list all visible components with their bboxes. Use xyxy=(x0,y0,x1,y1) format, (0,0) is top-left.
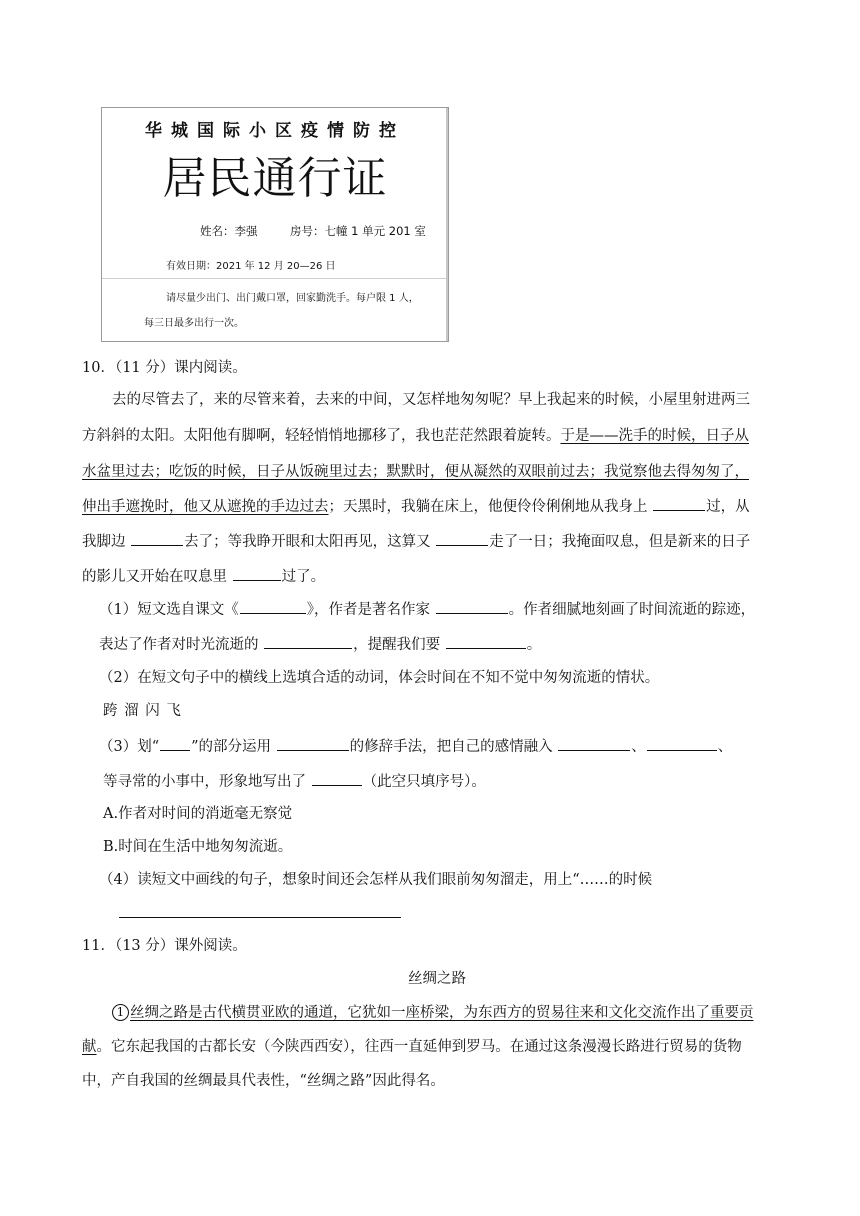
blank-thing-1[interactable] xyxy=(558,736,630,751)
q10-header: 10．（11 分）课内阅读。 xyxy=(82,360,247,376)
pass-valid-date: 有效日期：2021 年 12 月 20—26 日 xyxy=(166,261,336,272)
blank-option[interactable] xyxy=(312,771,362,786)
text: （1）短文选自课文《 xyxy=(99,602,239,618)
text: 等寻常的小事中，形象地写出了 xyxy=(103,774,306,790)
q10-sub2: （2）在短文句子中的横线上选填合适的动词，体会时间在不知不觉中匆匆流逝的情状。 xyxy=(99,670,660,686)
q10-sub3-line1 xyxy=(99,736,732,757)
text: 、 xyxy=(631,739,646,755)
blank-thing-2[interactable] xyxy=(647,736,717,751)
pass-room: 房号：七幢 1 单元 201 室 xyxy=(290,224,426,238)
q10-para-line3: 水盆里过去；吃饭的时候，日子从饭碗里过去；默默时，便从凝然的双眼前过去；我觉察他去得匆匆了， xyxy=(82,464,749,480)
q10-answer-line[interactable] xyxy=(119,917,401,918)
pass-notice: 请尽量少出门、出门戴口罩，回家勤洗手。每户限 1 人，每三日最多出行一次。 xyxy=(144,293,419,329)
text: 。作者细腻地刻画了时间流逝的踪迹， xyxy=(508,602,756,618)
underline-sample xyxy=(160,736,190,751)
text: 去了；等我睁开眼和太阳再见，这算又 xyxy=(184,534,431,550)
resident-pass-image xyxy=(101,107,449,342)
pass-title: 居民通行证 xyxy=(162,153,388,204)
text: ；天黑时，我躺在床上，他便伶伶俐俐地从我身上 xyxy=(328,499,648,515)
text: ，提醒我们要 xyxy=(353,637,441,653)
q10-sub1-line1 xyxy=(99,599,755,620)
q10-sub1-line2 xyxy=(99,634,541,655)
q10-sub4: （4）读短文中画线的句子，想象时间还会怎样从我们眼前匆匆溜走，用上“……的时候 xyxy=(99,872,653,888)
q10-sub3-line2 xyxy=(103,771,486,792)
blank-1[interactable] xyxy=(653,496,705,511)
text: 表达了作者对时光流逝的 xyxy=(99,637,259,653)
text: （此空只填序号）。 xyxy=(362,774,486,790)
text: 的影儿又开始在叹息里 xyxy=(82,569,227,585)
pass-divider xyxy=(102,278,448,279)
blank-lesson[interactable] xyxy=(240,599,306,614)
q10-para-line2 xyxy=(82,426,749,446)
underlined-text: 丝绸之路是古代横贯亚欧的通道，它犹如一座桥梁，为东西方的贸易往来和文化交流作出了重要贡 xyxy=(130,1005,754,1021)
text: 方斜斜的太阳。太阳他有脚啊，轻轻悄悄地挪移了，我也茫茫然跟着旋转。 xyxy=(82,428,561,444)
pass-edge xyxy=(446,108,448,341)
q11-para1-line1 xyxy=(112,1003,754,1023)
q10-option-b: B.时间在生活中地匆匆流逝。 xyxy=(103,839,293,855)
text: 。 xyxy=(526,637,542,653)
underlined-text: 于是——洗手的时候，日子从 xyxy=(560,428,749,444)
text: ”的部分运用 xyxy=(191,739,272,755)
q10-option-a: A.作者对时间的消逝毫无察觉 xyxy=(103,806,293,822)
text: 的修辞手法，把自己的感情融入 xyxy=(349,739,553,755)
blank-4[interactable] xyxy=(233,566,281,581)
underlined-text: 伸出手遮挽时，他又从遮挽的手边过去 xyxy=(82,499,329,515)
q10-word-options: 跨 溜 闪 飞 xyxy=(103,703,182,719)
paragraph-number: 1 xyxy=(112,1004,129,1021)
text: 、 xyxy=(717,739,733,755)
text: 我脚边 xyxy=(82,534,126,550)
text: （3）划“ xyxy=(99,739,160,755)
blank-3[interactable] xyxy=(436,531,488,546)
q11-para1-line3: 中，产自我国的丝绸最具代表性，“丝绸之路”因此得名。 xyxy=(82,1073,445,1089)
q11-title: 丝绸之路 xyxy=(408,971,466,987)
underlined-text: 献 xyxy=(82,1039,97,1055)
text: 过了。 xyxy=(281,569,326,585)
text: 走了一日；我掩面叹息，但是新来的日子 xyxy=(489,534,751,550)
q10-para-line6 xyxy=(82,566,325,587)
q10-para-line4 xyxy=(82,496,750,517)
blank-feeling[interactable] xyxy=(264,634,352,649)
text: 》，作者是著名作家 xyxy=(306,602,430,618)
text: 过，从 xyxy=(706,499,750,515)
text: 。它东起我国的古都长安（今陕西西安），往西一直延伸到罗马。在通过这条漫漫长路进行贸易的货物 xyxy=(96,1039,742,1055)
blank-advice[interactable] xyxy=(446,634,526,649)
blank-rhetoric[interactable] xyxy=(277,736,349,751)
q11-para1-line2 xyxy=(82,1037,742,1057)
pass-name: 姓名：李强 xyxy=(200,224,258,238)
q10-para-line5 xyxy=(82,531,750,552)
blank-2[interactable] xyxy=(131,531,183,546)
q10-para-line1: 去的尽管去了，来的尽管来着，去来的中间，又怎样地匆匆呢？早上我起来的时候，小屋里射进两三 xyxy=(112,392,750,408)
pass-community: 华城国际小区疫情防控 xyxy=(145,121,405,141)
blank-author[interactable] xyxy=(436,599,508,614)
q11-header: 11．（13 分）课外阅读。 xyxy=(82,938,247,954)
